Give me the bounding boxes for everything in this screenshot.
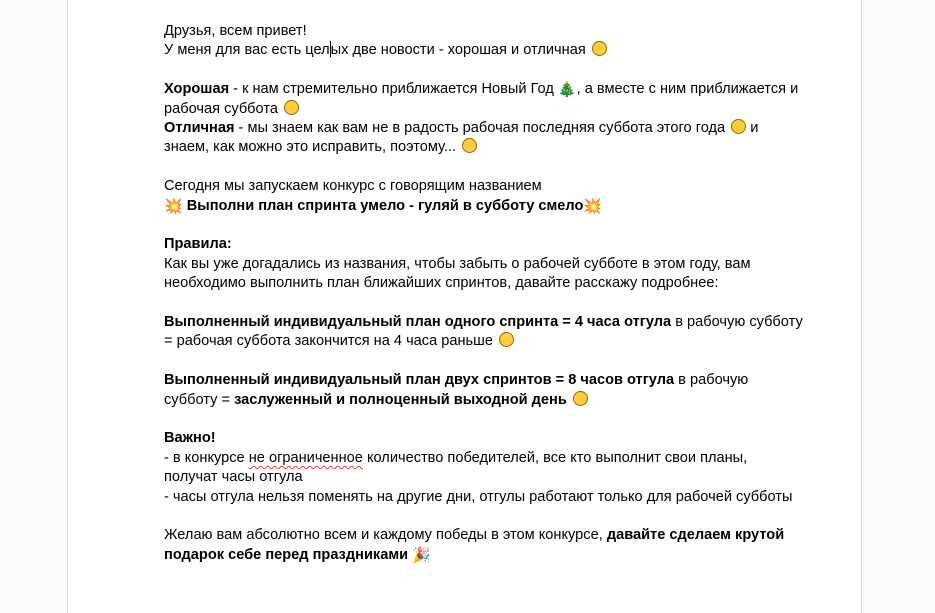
spelling-error-highlight[interactable]: не ограниченное <box>248 449 363 466</box>
good-news-label: Хорошая <box>164 81 230 98</box>
burst-icon: 💥 <box>583 196 603 215</box>
closing-paragraph: Желаю вам абсолютно всем и каждому победы в этом конкурсе, давайте сделаем крутой подарок себе перед праздниками 🎉 <box>164 527 785 564</box>
good-news-paragraph: Хорошая - к нам стремительно приближается Новый Год 🎄, а вместе с ним приближается и рабочая суббота <box>164 80 799 117</box>
celebrating-face-icon <box>573 391 588 406</box>
burst-icon: 💥 <box>164 196 183 215</box>
important-title: Важно! <box>164 430 216 447</box>
rule-two-sprints: Выполненный индивидуальный план двух спринтов = 8 часов отгула в рабочую субботу = заслуженный и полноценный выходной день <box>164 372 749 408</box>
christmas-tree-icon: 🎄 <box>557 80 577 99</box>
smiling-face-icon <box>592 41 607 56</box>
great-news-label: Отличная <box>164 120 235 137</box>
rule-one-sprint: Выполненный индивидуальный план одного спринта = 4 часа отгула в рабочую субботу = рабочая суббота закончится на 4 часа раньше <box>164 314 803 350</box>
important-item-1: - в конкурсе не ограниченное количество победителей, все кто выполнит свои планы, получат часы отгула <box>164 449 748 486</box>
intro-line: У меня для вас есть целых две новости - хорошая и отличная <box>164 41 804 60</box>
rules-text: Как вы уже догадались из названия, чтобы забыть о рабочей субботе в этом году, вам необходимо выполнить план ближайших спринтов, давайте расскажу подробнее: <box>164 255 751 292</box>
winking-face-icon <box>284 100 299 115</box>
contest-name: 💥 Выполни план спринта умело - гуляй в субботу смело💥 <box>164 196 603 215</box>
great-news-paragraph: Отличная - мы знаем как вам не в радость рабочая последняя суббота этого года и знаем, как можно это исправить, поэтому... <box>164 120 759 156</box>
contest-intro: Сегодня мы запускаем конкурс с говорящим названием <box>164 178 542 195</box>
smiling-face-icon <box>499 332 514 347</box>
greeting-line: Друзья, всем привет! <box>164 23 307 39</box>
document-body[interactable] <box>164 22 804 565</box>
smirking-face-icon <box>462 138 477 153</box>
important-item-2: - часы отгула нельзя поменять на другие дни, отгулы работают только для рабочей субботы <box>164 488 793 505</box>
sad-face-icon <box>731 119 746 134</box>
party-popper-icon: 🎉 <box>412 545 431 564</box>
rules-title: Правила: <box>164 236 232 253</box>
